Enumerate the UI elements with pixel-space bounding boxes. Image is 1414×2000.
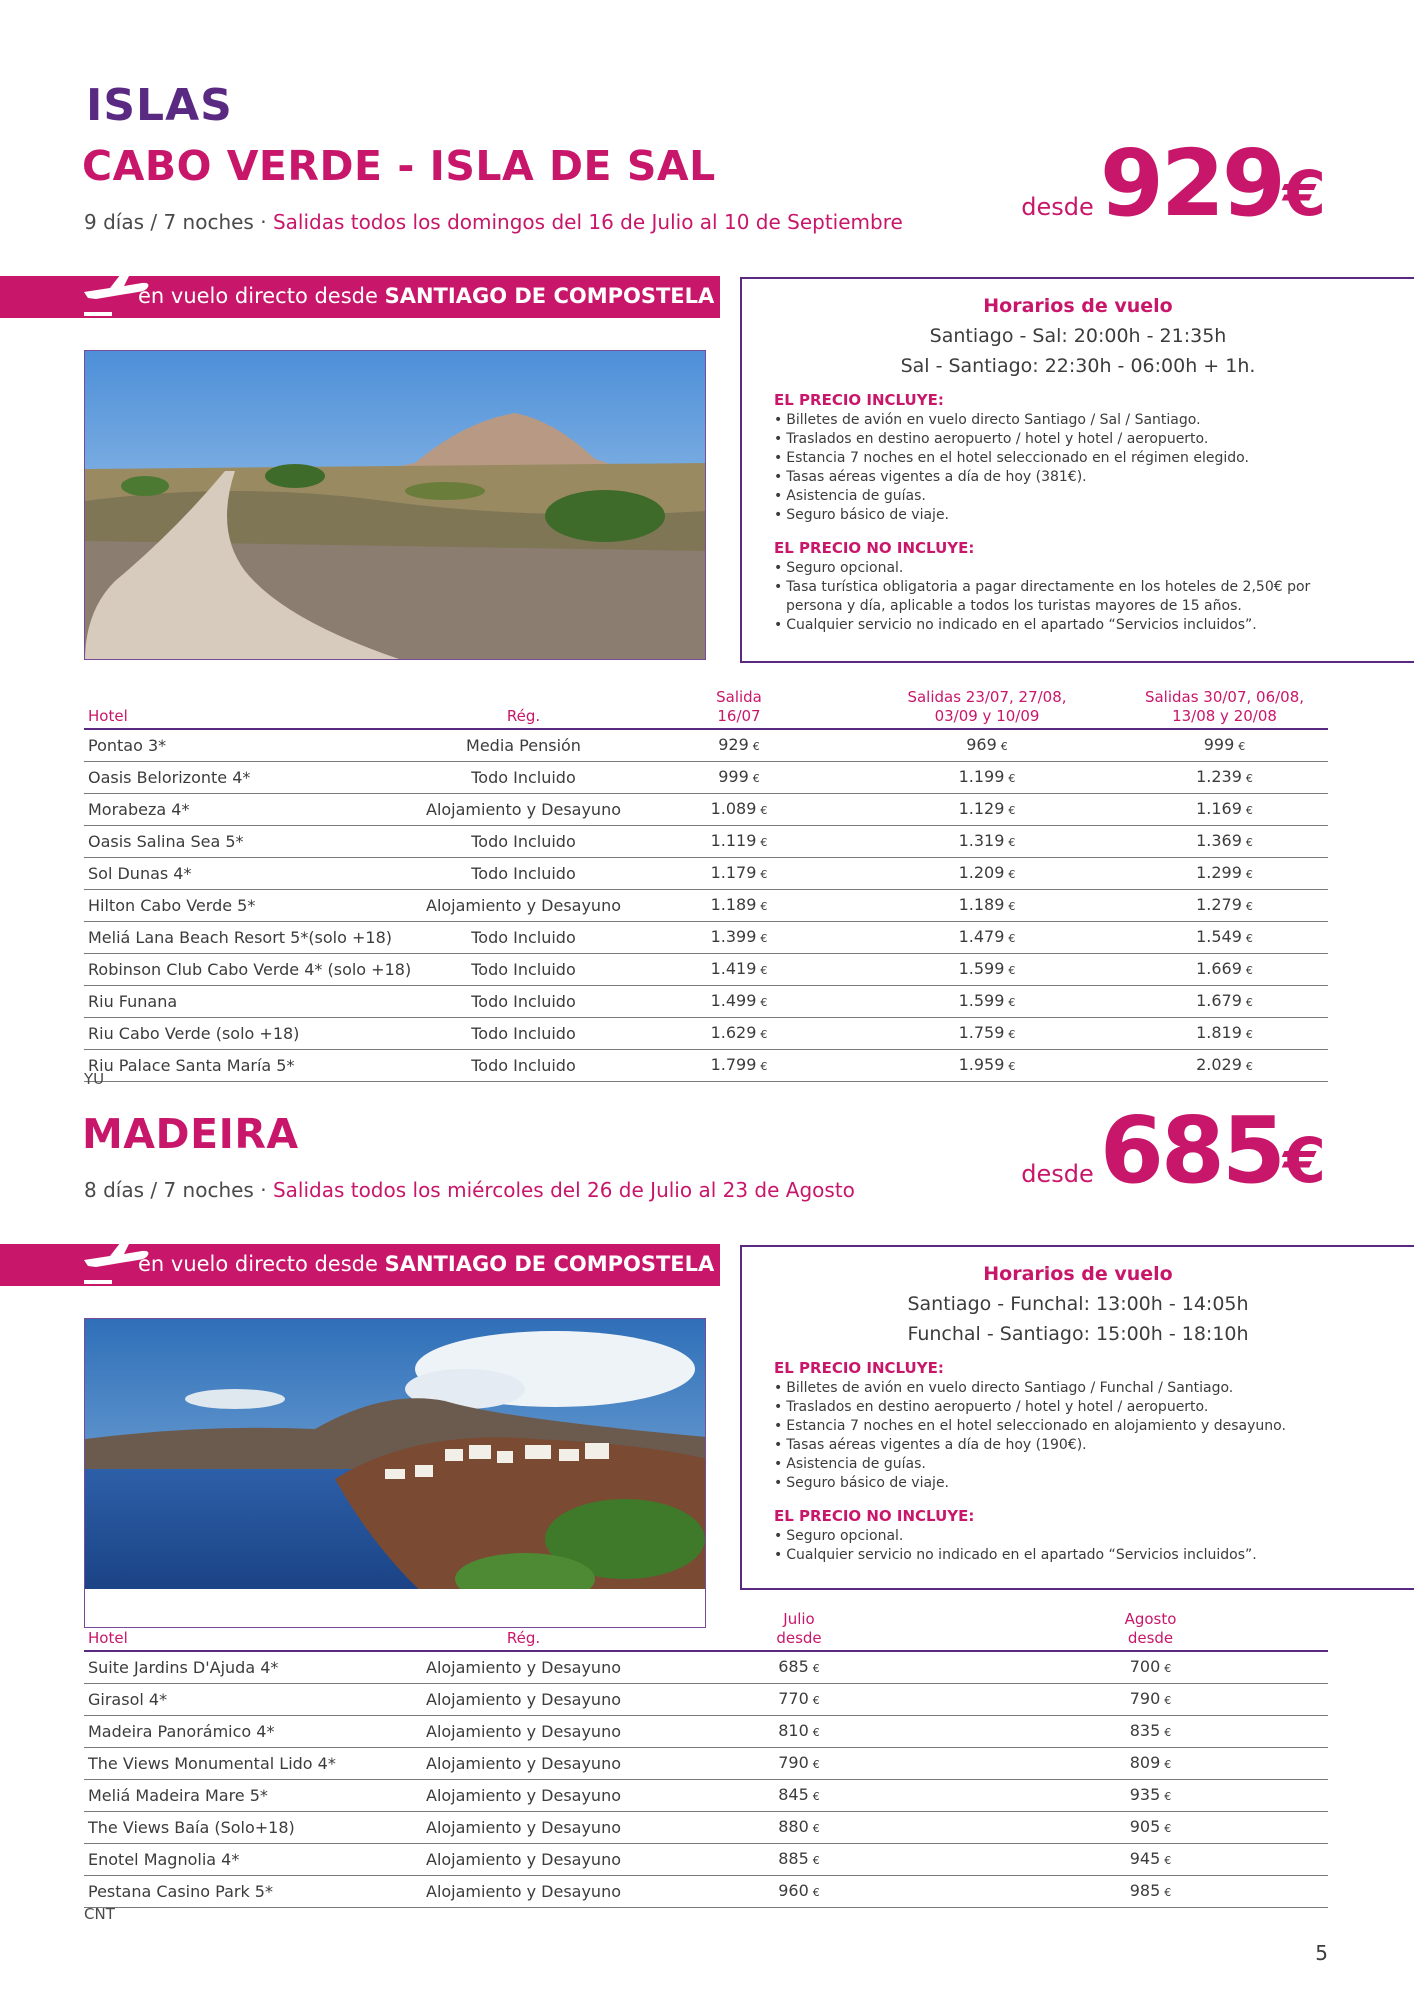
- currency-symbol: €: [1164, 1758, 1172, 1771]
- currency-symbol: €: [1245, 772, 1253, 785]
- price-currency: €: [1282, 157, 1326, 230]
- currency-symbol: €: [760, 836, 768, 849]
- schedule-heading: Horarios de vuelo: [983, 1263, 1173, 1285]
- price-cell: [973, 1748, 1328, 1780]
- hotel-name-cell: Robinson Club Cabo Verde 4* (solo +18): [84, 954, 422, 986]
- price-amount: 685: [778, 1657, 809, 1676]
- column-header: Hotel: [84, 1606, 422, 1651]
- destination-title: CABO VERDE - ISLA DE SAL: [82, 142, 716, 190]
- currency-symbol: €: [1008, 804, 1016, 817]
- price-amount: 1.799: [710, 1055, 757, 1074]
- price-amount: 885: [778, 1849, 809, 1868]
- price-amount: 880: [778, 1817, 809, 1836]
- price-from: [1021, 130, 1326, 237]
- price-cell: [1121, 1050, 1328, 1082]
- price-amount: 1.279: [1196, 895, 1242, 914]
- supplier-code: YU: [84, 1070, 105, 1088]
- price-cell: [853, 1018, 1121, 1050]
- price-amount: 1.819: [1196, 1023, 1242, 1042]
- price-from-label: desde: [1021, 193, 1094, 221]
- price-amount: 1.319: [958, 831, 1005, 850]
- board-type-cell: Alojamiento y Desayuno: [422, 1780, 625, 1812]
- board-type-cell: Alojamiento y Desayuno: [422, 890, 625, 922]
- board-type-cell: Todo Incluido: [422, 858, 625, 890]
- excludes-list: [774, 1527, 1414, 1565]
- currency-symbol: €: [1245, 932, 1253, 945]
- price-cell: [973, 1684, 1328, 1716]
- currency-symbol: €: [1238, 740, 1246, 753]
- price-currency: €: [1282, 1124, 1326, 1197]
- hotel-name-cell: Riu Palace Santa María 5*: [84, 1050, 422, 1082]
- price-cell: [625, 1844, 973, 1876]
- price-amount: 700: [1129, 1657, 1161, 1676]
- column-header: Salidas 23/07, 27/08, 03/09 y 10/09: [853, 684, 1121, 729]
- price-amount: 1.959: [958, 1055, 1005, 1074]
- price-cell: [853, 890, 1121, 922]
- destination-photo: [84, 350, 706, 660]
- trip-departures: Salidas todos los miércoles del 26 de Julio al 23 de Agosto: [272, 1178, 855, 1202]
- section-kicker: ISLAS: [86, 80, 233, 131]
- table-row: [84, 1651, 1328, 1684]
- price-cell: [625, 1876, 973, 1908]
- trip-subtitle: [84, 1178, 855, 1202]
- price-amount: 1.169: [1196, 799, 1242, 818]
- currency-symbol: €: [752, 772, 760, 785]
- table-row: [84, 1716, 1328, 1748]
- currency-symbol: €: [1008, 772, 1016, 785]
- table-body: [84, 1651, 1328, 1908]
- price-cell: [973, 1876, 1328, 1908]
- price-cell: [853, 922, 1121, 954]
- currency-symbol: €: [1245, 804, 1253, 817]
- list-item: • Billetes de avión en vuelo directo Santiago / Funchal / Santiago.: [774, 1379, 1366, 1398]
- flight-band-city: SANTIAGO DE COMPOSTELA: [384, 284, 715, 308]
- board-type-cell: Todo Incluido: [422, 986, 625, 1018]
- price-amount: 2.029: [1196, 1055, 1242, 1074]
- price-cell: [625, 729, 853, 762]
- price-amount: 770: [778, 1689, 809, 1708]
- board-type-cell: Todo Incluido: [422, 1018, 625, 1050]
- flight-band-prefix: en vuelo directo desde: [138, 284, 385, 308]
- currency-symbol: €: [760, 900, 768, 913]
- price-cell: [973, 1780, 1328, 1812]
- trip-departures: Salidas todos los domingos del 16 de Julio al 10 de Septiembre: [272, 210, 903, 234]
- currency-symbol: €: [1008, 1028, 1016, 1041]
- table-body: [84, 729, 1328, 1082]
- price-cell: [625, 954, 853, 986]
- hotel-name-cell: The Views Baía (Solo+18): [84, 1812, 422, 1844]
- price-amount: 905: [1129, 1817, 1161, 1836]
- currency-symbol: €: [1245, 836, 1253, 849]
- price-from-label: desde: [1021, 1160, 1094, 1188]
- price-amount: 1.669: [1196, 959, 1242, 978]
- price-cell: [853, 826, 1121, 858]
- table-header-row: [84, 1606, 1328, 1651]
- price-amount: 935: [1129, 1785, 1161, 1804]
- trip-info-box: [740, 277, 1414, 663]
- table-row: [84, 1748, 1328, 1780]
- price-table: [84, 684, 1328, 1082]
- price-amount: 790: [1129, 1689, 1161, 1708]
- currency-symbol: €: [812, 1822, 820, 1835]
- destination-title: MADEIRA: [82, 1110, 299, 1158]
- board-type-cell: Todo Incluido: [422, 762, 625, 794]
- currency-symbol: €: [812, 1854, 820, 1867]
- price-value: 929: [1099, 130, 1283, 237]
- price-amount: 1.419: [710, 959, 757, 978]
- currency-symbol: €: [1245, 996, 1253, 1009]
- flight-band: [0, 1244, 720, 1286]
- price-amount: 810: [778, 1721, 809, 1740]
- price-amount: 945: [1129, 1849, 1161, 1868]
- price-amount: 1.239: [1196, 767, 1242, 786]
- price-from: [1021, 1097, 1326, 1204]
- includes-heading: EL PRECIO INCLUYE:: [774, 1359, 944, 1377]
- includes-list: [774, 1379, 1414, 1493]
- price-cell: [853, 858, 1121, 890]
- price-amount: 1.119: [710, 831, 757, 850]
- board-type-cell: Alojamiento y Desayuno: [422, 794, 625, 826]
- price-amount: 1.189: [958, 895, 1005, 914]
- board-type-cell: Alojamiento y Desayuno: [422, 1844, 625, 1876]
- price-cell: [1121, 986, 1328, 1018]
- price-amount: 1.629: [710, 1023, 757, 1042]
- price-cell: [1121, 729, 1328, 762]
- list-item: • Seguro opcional.: [774, 559, 1366, 578]
- price-amount: 1.479: [958, 927, 1005, 946]
- price-cell: [625, 890, 853, 922]
- schedule-heading: Horarios de vuelo: [983, 295, 1173, 317]
- currency-symbol: €: [1164, 1726, 1172, 1739]
- hotel-name-cell: Meliá Madeira Mare 5*: [84, 1780, 422, 1812]
- table-row: [84, 1876, 1328, 1908]
- price-amount: 1.209: [958, 863, 1005, 882]
- schedule-outbound: Santiago - Funchal: 13:00h - 14:05h: [907, 1293, 1249, 1315]
- price-cell: [625, 1018, 853, 1050]
- column-header: Rég.: [422, 684, 625, 729]
- currency-symbol: €: [1008, 868, 1016, 881]
- trip-subtitle: [84, 210, 903, 234]
- price-cell: [1121, 954, 1328, 986]
- price-amount: 1.499: [710, 991, 757, 1010]
- price-cell: [973, 1651, 1328, 1684]
- price-amount: 1.089: [710, 799, 757, 818]
- hotel-name-cell: Riu Funana: [84, 986, 422, 1018]
- price-amount: 809: [1129, 1753, 1161, 1772]
- table-row: [84, 762, 1328, 794]
- price-cell: [625, 826, 853, 858]
- table-row: [84, 794, 1328, 826]
- excludes-list: [774, 559, 1414, 635]
- price-cell: [1121, 922, 1328, 954]
- list-item: • Billetes de avión en vuelo directo Santiago / Sal / Santiago.: [774, 411, 1366, 430]
- table-row: [84, 1684, 1328, 1716]
- price-amount: 1.399: [710, 927, 757, 946]
- currency-symbol: €: [1164, 1790, 1172, 1803]
- price-cell: [625, 1651, 973, 1684]
- includes-heading: EL PRECIO INCLUYE:: [774, 391, 944, 409]
- board-type-cell: Todo Incluido: [422, 954, 625, 986]
- price-amount: 790: [778, 1753, 809, 1772]
- currency-symbol: €: [760, 1060, 768, 1073]
- currency-symbol: €: [760, 964, 768, 977]
- price-amount: 1.679: [1196, 991, 1242, 1010]
- board-type-cell: Alojamiento y Desayuno: [422, 1876, 625, 1908]
- table-row: [84, 890, 1328, 922]
- hotel-name-cell: Morabeza 4*: [84, 794, 422, 826]
- schedule-return: Funchal - Santiago: 15:00h - 18:10h: [907, 1323, 1249, 1345]
- price-amount: 985: [1129, 1881, 1161, 1900]
- price-cell: [625, 1716, 973, 1748]
- flight-band-prefix: en vuelo directo desde: [138, 1252, 385, 1276]
- column-header: Salidas 30/07, 06/08, 13/08 y 20/08: [1121, 684, 1328, 729]
- table-row: [84, 954, 1328, 986]
- table-row: [84, 1018, 1328, 1050]
- currency-symbol: €: [1164, 1886, 1172, 1899]
- price-cell: [853, 729, 1121, 762]
- list-item: • Tasas aéreas vigentes a día de hoy (190€).: [774, 1436, 1366, 1455]
- currency-symbol: €: [1164, 1822, 1172, 1835]
- currency-symbol: €: [760, 932, 768, 945]
- column-header: Agosto desde: [973, 1606, 1328, 1651]
- currency-symbol: €: [812, 1694, 820, 1707]
- list-item: • Cualquier servicio no indicado en el apartado “Servicios incluidos”.: [774, 616, 1366, 635]
- price-amount: 1.599: [958, 991, 1005, 1010]
- currency-symbol: €: [1008, 996, 1016, 1009]
- column-header: Hotel: [84, 684, 422, 729]
- hotel-name-cell: Girasol 4*: [84, 1684, 422, 1716]
- list-item: • Seguro opcional.: [774, 1527, 1366, 1546]
- price-table: [84, 1606, 1328, 1908]
- price-cell: [973, 1716, 1328, 1748]
- price-cell: [625, 858, 853, 890]
- flight-band-text: [138, 284, 714, 308]
- schedule-outbound: Santiago - Sal: 20:00h - 21:35h: [929, 325, 1227, 347]
- hotel-name-cell: Oasis Belorizonte 4*: [84, 762, 422, 794]
- schedule-return: Sal - Santiago: 22:30h - 06:00h + 1h.: [900, 355, 1256, 377]
- price-cell: [853, 762, 1121, 794]
- currency-symbol: €: [760, 996, 768, 1009]
- supplier-code: CNT: [84, 1905, 115, 1923]
- price-cell: [1121, 858, 1328, 890]
- price-cell: [625, 762, 853, 794]
- table-row: [84, 1050, 1328, 1082]
- list-item: • Cualquier servicio no indicado en el apartado “Servicios incluidos”.: [774, 1546, 1366, 1565]
- currency-symbol: €: [1008, 932, 1016, 945]
- table-row: [84, 922, 1328, 954]
- price-amount: 960: [778, 1881, 809, 1900]
- currency-symbol: €: [812, 1662, 820, 1675]
- page-number: 5: [1315, 1941, 1328, 1965]
- price-cell: [853, 794, 1121, 826]
- trip-info-box: [740, 1245, 1414, 1590]
- list-item: • Seguro básico de viaje.: [774, 506, 1366, 525]
- hotel-name-cell: Madeira Panorámico 4*: [84, 1716, 422, 1748]
- price-cell: [853, 1050, 1121, 1082]
- price-cell: [853, 986, 1121, 1018]
- includes-section: [774, 1359, 1414, 1493]
- excludes-heading: EL PRECIO NO INCLUYE:: [774, 1507, 975, 1525]
- price-cell: [1121, 826, 1328, 858]
- currency-symbol: €: [1008, 964, 1016, 977]
- price-amount: 835: [1129, 1721, 1161, 1740]
- hotel-name-cell: Meliá Lana Beach Resort 5*(solo +18): [84, 922, 422, 954]
- currency-symbol: €: [1164, 1854, 1172, 1867]
- list-item: • Asistencia de guías.: [774, 487, 1366, 506]
- board-type-cell: Alojamiento y Desayuno: [422, 1651, 625, 1684]
- list-item: • Estancia 7 noches en el hotel seleccionado en alojamiento y desayuno.: [774, 1417, 1366, 1436]
- price-amount: 1.549: [1196, 927, 1242, 946]
- price-amount: 1.369: [1196, 831, 1242, 850]
- price-cell: [625, 1812, 973, 1844]
- price-amount: 845: [778, 1785, 809, 1804]
- excludes-heading: EL PRECIO NO INCLUYE:: [774, 539, 975, 557]
- list-item: • Traslados en destino aeropuerto / hotel y hotel / aeropuerto.: [774, 430, 1366, 449]
- list-item: • Asistencia de guías.: [774, 1455, 1366, 1474]
- currency-symbol: €: [812, 1758, 820, 1771]
- table-row: [84, 1812, 1328, 1844]
- table-row: [84, 986, 1328, 1018]
- currency-symbol: €: [1008, 836, 1016, 849]
- price-cell: [1121, 794, 1328, 826]
- flight-band-text: [138, 1252, 714, 1276]
- price-cell: [625, 986, 853, 1018]
- price-cell: [625, 922, 853, 954]
- hotel-name-cell: Suite Jardins D'Ajuda 4*: [84, 1651, 422, 1684]
- price-cell: [1121, 890, 1328, 922]
- price-amount: 1.179: [710, 863, 757, 882]
- list-item: • Tasas aéreas vigentes a día de hoy (381€).: [774, 468, 1366, 487]
- price-amount: 1.299: [1196, 863, 1242, 882]
- currency-symbol: €: [1164, 1694, 1172, 1707]
- hotel-name-cell: Oasis Salina Sea 5*: [84, 826, 422, 858]
- price-amount: 999: [718, 767, 749, 786]
- hotel-name-cell: Pestana Casino Park 5*: [84, 1876, 422, 1908]
- price-cell: [1121, 1018, 1328, 1050]
- table-row: [84, 1780, 1328, 1812]
- currency-symbol: €: [1000, 740, 1008, 753]
- excludes-section: [774, 1507, 1414, 1565]
- hotel-name-cell: Pontao 3*: [84, 729, 422, 762]
- board-type-cell: Alojamiento y Desayuno: [422, 1812, 625, 1844]
- board-type-cell: Todo Incluido: [422, 922, 625, 954]
- board-type-cell: Alojamiento y Desayuno: [422, 1716, 625, 1748]
- table-row: [84, 729, 1328, 762]
- currency-symbol: €: [760, 868, 768, 881]
- flight-band-city: SANTIAGO DE COMPOSTELA: [384, 1252, 715, 1276]
- price-cell: [625, 1684, 973, 1716]
- currency-symbol: €: [760, 1028, 768, 1041]
- currency-symbol: €: [1164, 1662, 1172, 1675]
- board-type-cell: Media Pensión: [422, 729, 625, 762]
- price-cell: [973, 1812, 1328, 1844]
- currency-symbol: €: [1008, 900, 1016, 913]
- table-row: [84, 1844, 1328, 1876]
- currency-symbol: €: [752, 740, 760, 753]
- table-row: [84, 826, 1328, 858]
- board-type-cell: Todo Incluido: [422, 1050, 625, 1082]
- price-amount: 1.129: [958, 799, 1005, 818]
- includes-list: [774, 411, 1414, 525]
- price-amount: 929: [718, 735, 749, 754]
- hotel-name-cell: Sol Dunas 4*: [84, 858, 422, 890]
- price-cell: [625, 1748, 973, 1780]
- price-amount: 1.599: [958, 959, 1005, 978]
- hotel-name-cell: Enotel Magnolia 4*: [84, 1844, 422, 1876]
- currency-symbol: €: [1245, 964, 1253, 977]
- price-cell: [853, 954, 1121, 986]
- column-header: Rég.: [422, 1606, 625, 1651]
- price-amount: 1.759: [958, 1023, 1005, 1042]
- price-cell: [1121, 762, 1328, 794]
- board-type-cell: Todo Incluido: [422, 826, 625, 858]
- price-value: 685: [1099, 1097, 1283, 1204]
- currency-symbol: €: [1008, 1060, 1016, 1073]
- trip-duration: 9 días / 7 noches ·: [84, 210, 273, 234]
- list-item: • Estancia 7 noches en el hotel seleccionado en el régimen elegido.: [774, 449, 1366, 468]
- list-item: • Tasa turística obligatoria a pagar directamente en los hoteles de 2,50€ por persona y día, aplicable a todos los turistas mayores de 15 años.: [774, 578, 1366, 616]
- destination-photo: [84, 1318, 706, 1628]
- hotel-name-cell: Riu Cabo Verde (solo +18): [84, 1018, 422, 1050]
- price-cell: [625, 1050, 853, 1082]
- currency-symbol: €: [812, 1790, 820, 1803]
- list-item: • Seguro básico de viaje.: [774, 1474, 1366, 1493]
- currency-symbol: €: [1245, 900, 1253, 913]
- price-amount: 999: [1203, 735, 1235, 754]
- currency-symbol: €: [760, 804, 768, 817]
- board-type-cell: Alojamiento y Desayuno: [422, 1684, 625, 1716]
- currency-symbol: €: [812, 1726, 820, 1739]
- currency-symbol: €: [1245, 1028, 1253, 1041]
- price-cell: [625, 794, 853, 826]
- flight-band: [0, 276, 720, 318]
- trip-duration: 8 días / 7 noches ·: [84, 1178, 273, 1202]
- currency-symbol: €: [812, 1886, 820, 1899]
- includes-section: [774, 391, 1414, 525]
- list-item: • Traslados en destino aeropuerto / hotel y hotel / aeropuerto.: [774, 1398, 1366, 1417]
- column-header: Julio desde: [625, 1606, 973, 1651]
- hotel-name-cell: Hilton Cabo Verde 5*: [84, 890, 422, 922]
- column-header: Salida 16/07: [625, 684, 853, 729]
- price-amount: 1.189: [710, 895, 757, 914]
- price-cell: [625, 1780, 973, 1812]
- table-row: [84, 858, 1328, 890]
- price-amount: 1.199: [958, 767, 1005, 786]
- table-header-row: [84, 684, 1328, 729]
- excludes-section: [774, 539, 1414, 635]
- price-cell: [973, 1844, 1328, 1876]
- board-type-cell: Alojamiento y Desayuno: [422, 1748, 625, 1780]
- price-amount: 969: [966, 735, 997, 754]
- currency-symbol: €: [1245, 868, 1253, 881]
- currency-symbol: €: [1245, 1060, 1253, 1073]
- hotel-name-cell: The Views Monumental Lido 4*: [84, 1748, 422, 1780]
